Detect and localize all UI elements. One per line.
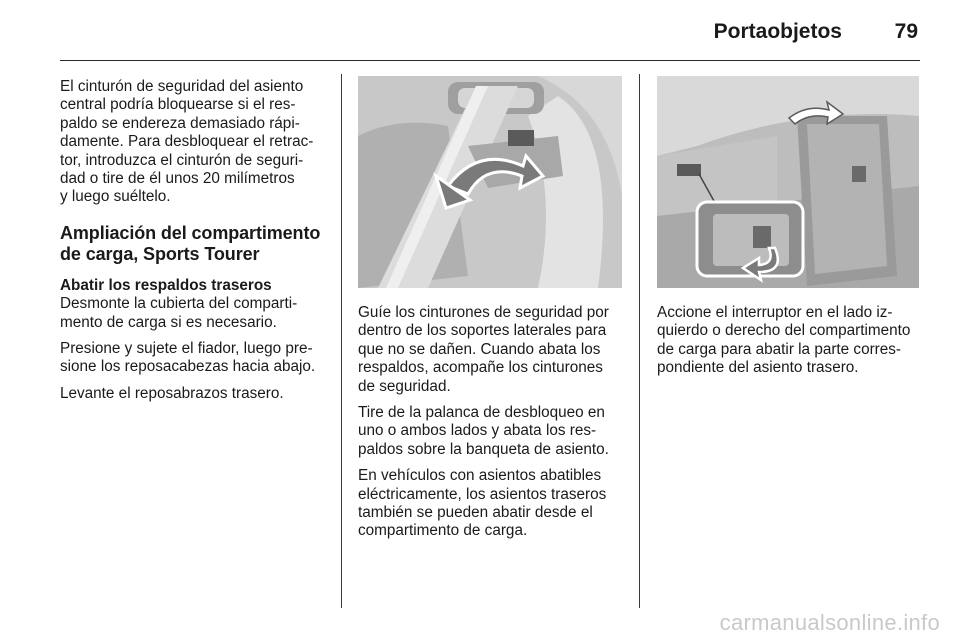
paragraph-electric-seats: En vehículos con asientos abatibles eléctricamente, los asientos traseros también se pueden abatir desde el compartimento de carga. xyxy=(358,467,607,540)
seatbelt-illustration xyxy=(358,76,622,288)
column-divider-2 xyxy=(639,74,640,608)
figure-cargo-switch xyxy=(657,76,919,288)
column-left xyxy=(60,78,330,411)
subsection-heading: Abatir los respaldos traseros xyxy=(60,276,272,294)
column-right xyxy=(657,304,925,386)
paragraph-guide-belts: Guíe los cinturones de seguridad por dentro de los soportes laterales para que no se dañen. Cuando abata los respaldos, acompañe los cinturones de seguridad. xyxy=(358,304,609,395)
figure-seatbelt-guide xyxy=(358,76,622,288)
paragraph-armrest: Levante el reposabrazos trasero. xyxy=(60,384,284,402)
column-divider-1 xyxy=(341,74,342,608)
column-middle xyxy=(358,304,626,549)
paragraph-operate-switch: Accione el interruptor en el lado iz- quierdo o derecho del compartimento de carga para abatir la parte corres- pondiente del asiento trasero. xyxy=(657,304,911,377)
cargo-illustration xyxy=(657,76,919,288)
watermark: carmanualsonline.info xyxy=(719,610,940,635)
page-number: 79 xyxy=(894,20,918,43)
paragraph-release-lever: Tire de la palanca de desbloqueo en uno o ambos lados y abata los res- paldos sobre la banqueta de asiento. xyxy=(358,404,609,458)
page-header xyxy=(60,14,920,61)
page-title: Portaobjetos xyxy=(713,20,842,43)
paragraph-belt-unlock: El cinturón de seguridad del asiento central podría bloquearse si el res- paldo se endereza demasiado rápi- damente. Para desbloquear el retrac- tor, introduzca el cinturón de seguri- dad o tire de él unos 20 milímetros y luego suéltelo. xyxy=(60,78,314,206)
section-heading: Ampliación del compartimento de carga, Sports Tourer xyxy=(60,222,321,264)
paragraph-remove-cover: Desmonte la cubierta del comparti- mento de carga si es necesario. xyxy=(60,295,298,331)
paragraph-headrests: Presione y sujete el fiador, luego pre- sione los reposacabezas hacia abajo. xyxy=(60,340,316,376)
